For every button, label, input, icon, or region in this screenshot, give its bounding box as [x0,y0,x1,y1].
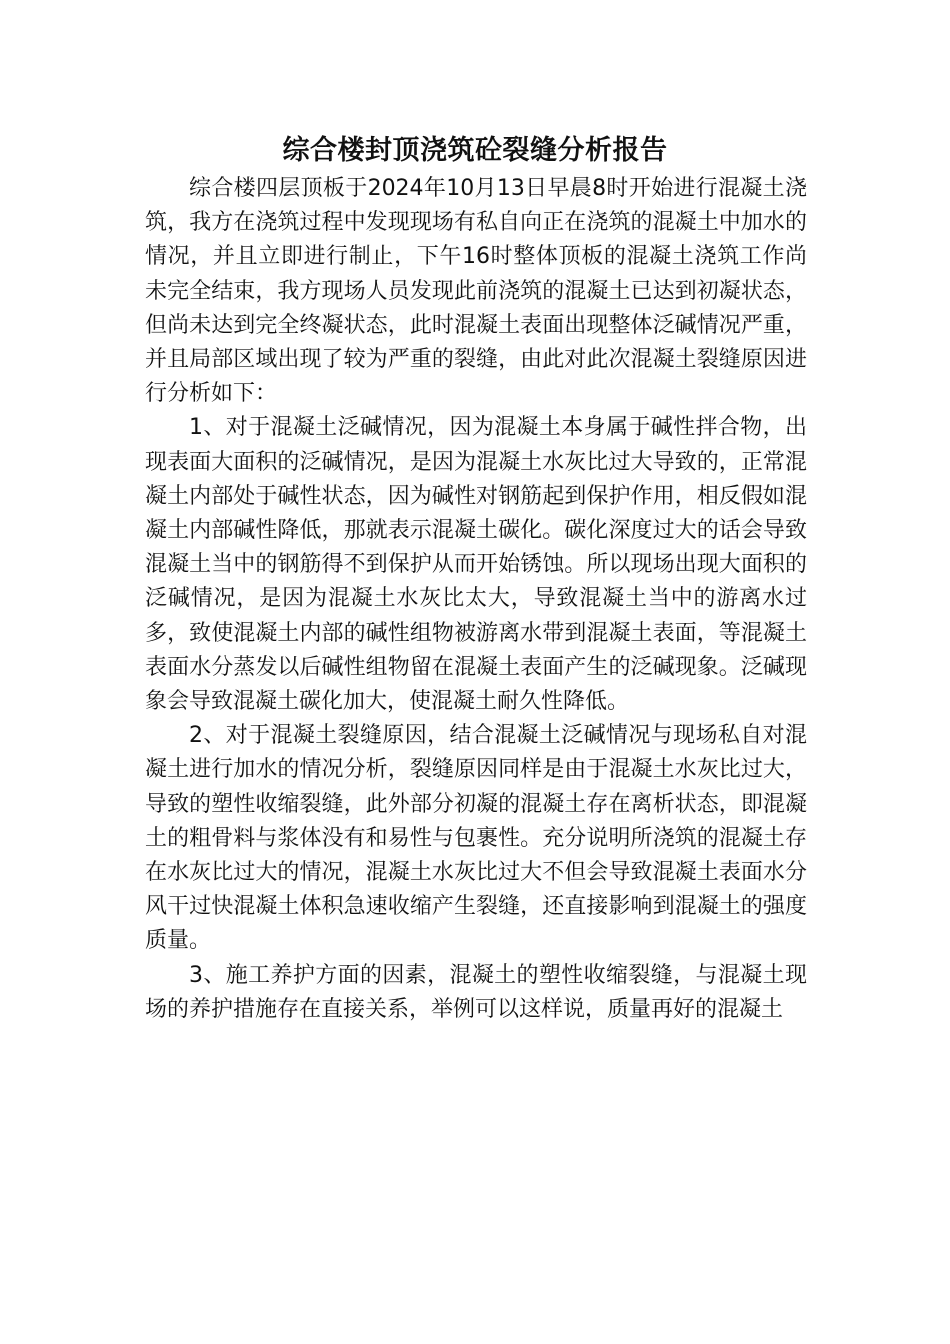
paragraph-intro: 综合楼四层顶板于2024年10月13日早晨8时开始进行混凝土浇筑，我方在浇筑过程中发现现场有私自向正在浇筑的混凝土中加水的情况，并且立即进行制止，下午16时整体顶板的混凝土浇筑工作尚未完全结束，我方现场人员发现此前浇筑的混凝土已达到初凝状态，但尚未达到完全终凝状态，此时混凝土表面出现整体泛碱情况严重，并且局部区域出现了较为严重的裂缝，由此对此次混凝土裂缝原因进行分析如下： [145,176,807,407]
paragraph-point-1: 1、对于混凝土泛碱情况，因为混凝土本身属于碱性拌合物，出现表面大面积的泛碱情况，是因为混凝土水灰比过大导致的，正常混凝土内部处于碱性状态，因为碱性对钢筋起到保护作用，相反假如混凝土内部碱性降低，那就表示混凝土碳化。碳化深度过大的话会导致混凝土当中的钢筋得不到保护从而开始锈蚀。所以现场出现大面积的泛碱情况，是因为混凝土水灰比太大，导致混凝土当中的游离水过多，致使混凝土内部的碱性组物被游离水带到混凝土表面，等混凝土表面水分蒸发以后碱性组物留在混凝土表面产生的泛碱现象。泛碱现象会导致混凝土碳化加大，使混凝土耐久性降低。 [145,415,807,715]
paragraph-point-2: 2、对于混凝土裂缝原因，结合混凝土泛碱情况与现场私自对混凝土进行加水的情况分析，裂缝原因同样是由于混凝土水灰比过大，导致的塑性收缩裂缝，此外部分初凝的混凝土存在离析状态，即混凝土的粗骨料与浆体没有和易性与包裹性。充分说明所浇筑的混凝土存在水灰比过大的情况，混凝土水灰比过大不但会导致混凝土表面水分风干过快混凝土体积急速收缩产生裂缝，还直接影响到混凝土的强度质量。 [145,723,807,954]
document-title: 综合楼封顶浇筑砼裂缝分析报告 [282,135,668,166]
paragraph-point-3: 3、施工养护方面的因素，混凝土的塑性收缩裂缝，与混凝土现场的养护措施存在直接关系，举例可以这样说，质量再好的混凝土 [145,962,807,1022]
document-body [145,172,807,1027]
